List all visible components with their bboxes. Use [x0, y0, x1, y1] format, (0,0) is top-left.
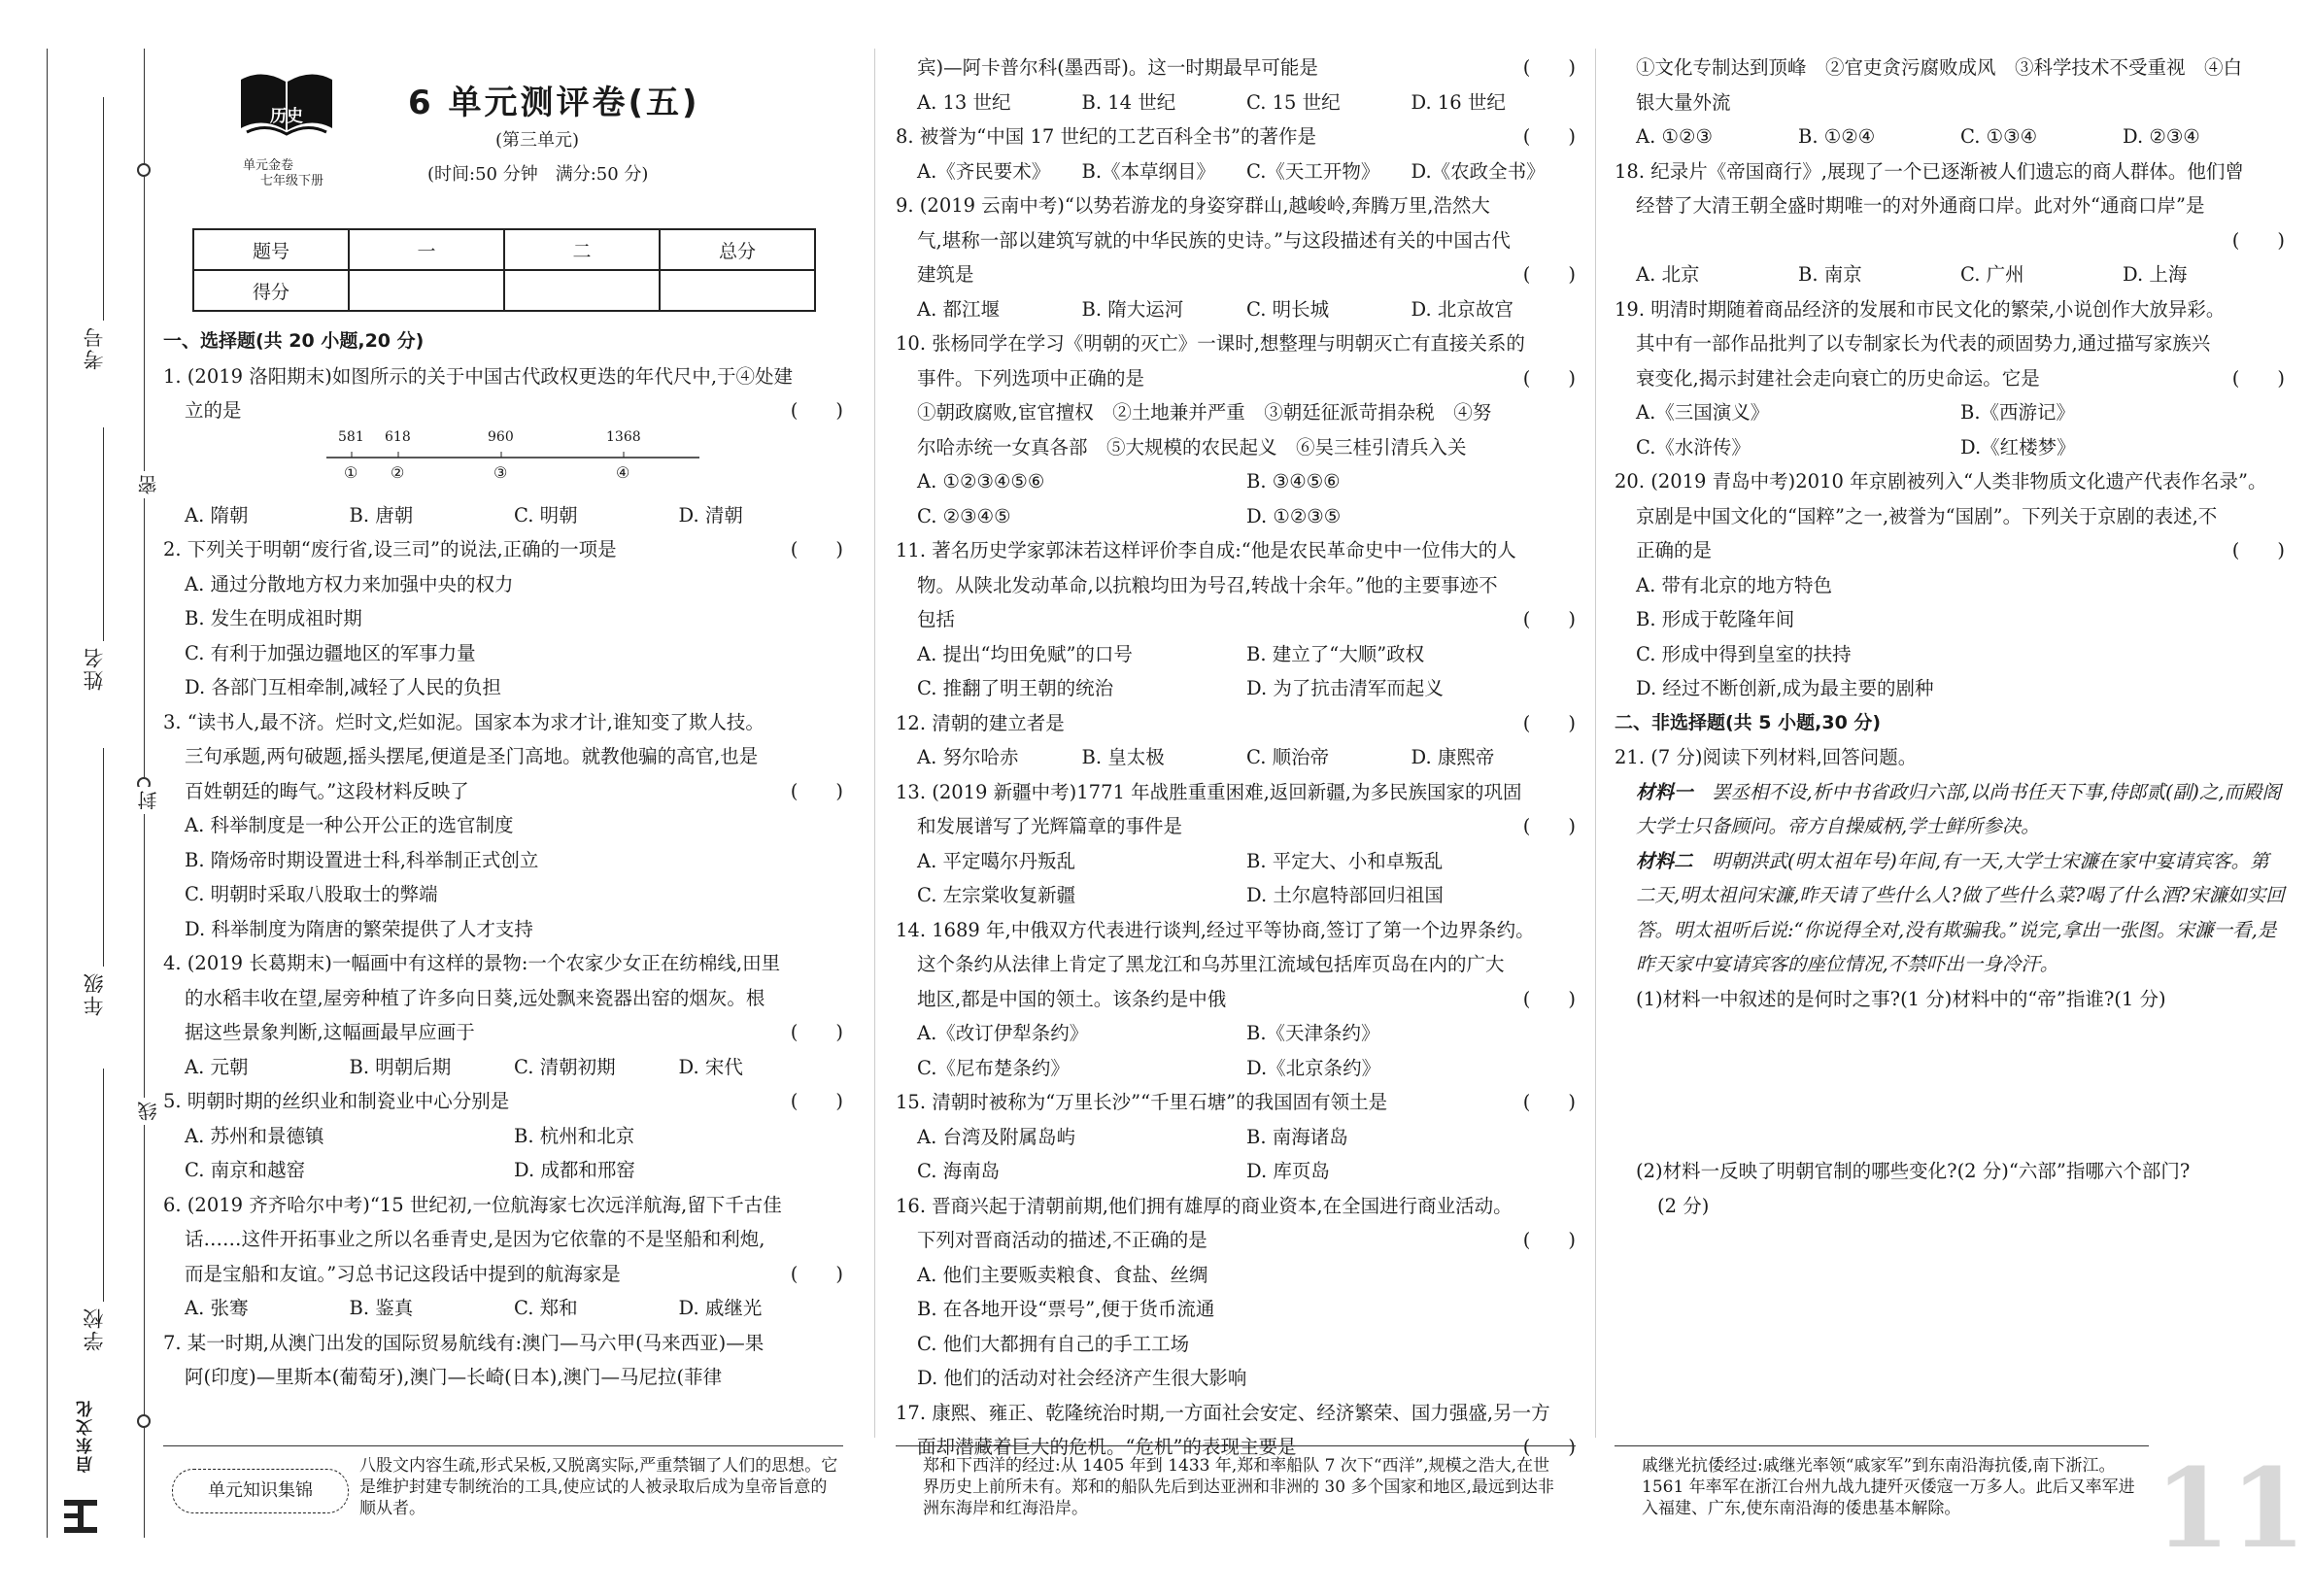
question-text: 包括 [917, 608, 956, 630]
question-9 [896, 188, 1576, 326]
logo-caption-line1: 单元金卷 [243, 158, 294, 173]
option-d[interactable]: D. 经过不断创新,成为最主要的剧种 [1636, 677, 1934, 699]
timeline-figure [163, 428, 843, 498]
option-b[interactable]: B.《本草纲目》 [1081, 159, 1216, 183]
footer-note-1: 八股文内容生疏,形式呆板,又脱离实际,严重禁锢了人们的思想。它是维护封建专制统治的工具,使应试的人被录取后成为皇帝旨意的顺从者。 [359, 1456, 838, 1518]
option-d[interactable]: D. 他们的活动对社会经济产生很大影响 [917, 1367, 1247, 1389]
question-3 [163, 705, 843, 947]
option-a[interactable]: A. 13 世纪 [917, 90, 1011, 114]
question-text: 地区,都是中国的领土。该条约是中俄 [917, 987, 1227, 1010]
footer-note-3: 戚继光抗倭经过:戚继光率领“戚家军”到东南沿海抗倭,南下浙江。1561 年率军在浙江台州九战九捷歼灭倭寇一万多人。此后又率军进入福建、广东,使东南沿海的倭患基本解除。 [1642, 1456, 2135, 1518]
option-b[interactable]: B. ③④⑤⑥ [1246, 470, 1341, 492]
option-c[interactable]: C. ②③④⑤ [917, 504, 1011, 527]
question-text: 5. 明朝时期的丝织业和制瓷业中心分别是 [163, 1090, 510, 1112]
answer-bracket[interactable]: ( ) [2231, 366, 2285, 390]
question-text: 8. 被誉为“中国 17 世纪的工艺百科全书”的著作是 [896, 125, 1316, 148]
cut-mark-mi: 密 [134, 471, 162, 498]
option-d[interactable]: D. 16 世纪 [1411, 90, 1506, 114]
page-subtitle: (第三单元) [495, 130, 580, 151]
question-text: 的水稻丰收在望,屋旁种植了许多向日葵,远处飘来瓷器出窑的烟灰。根 [185, 986, 765, 1009]
option-a[interactable]: A. 隋朝 [185, 503, 249, 526]
option-b[interactable]: B. 14 世纪 [1081, 90, 1176, 114]
question-text: 7. 某一时期,从澳门出发的国际贸易航线有:澳门—马六甲(马来西亚)—果 [163, 1331, 765, 1354]
option-d[interactable]: D. 各部门互相牵制,减轻了人民的负担 [185, 676, 502, 698]
cut-mark-feng: 封 [134, 787, 162, 814]
page-number: 11 [2155, 1445, 2306, 1573]
option-d[interactable]: D. ①②③⑤ [1246, 504, 1342, 527]
question-text: 下列对晋商活动的描述,不正确的是 [917, 1229, 1207, 1251]
timeline-marker: ② [391, 462, 405, 482]
name-label: 姓名 [83, 646, 106, 691]
exam-number-label: 考号 [83, 325, 106, 370]
question-text: 18. 纪录片《帝国商行》,展现了一个已逐渐被人们遗忘的商人群体。他们曾 [1615, 159, 2244, 183]
option-c[interactable]: C. 15 世纪 [1246, 90, 1341, 114]
question-text: 11. 著名历史学家郭沫若这样评价李自成:“他是农民革命史中一位伟大的人 [896, 539, 1516, 561]
answer-bracket[interactable]: ( ) [790, 538, 843, 560]
score-cell[interactable] [504, 270, 660, 311]
option-b[interactable]: B. 南海诸岛 [1246, 1125, 1348, 1148]
page-title: 6 单元测评卷(五) [408, 84, 700, 122]
question-text: 4. (2019 长葛期末)一幅画中有这样的景物:一个农家少女正在纺棉线,田里 [163, 952, 781, 974]
question-text: 13. (2019 新疆中考)1771 年战胜重重困难,返回新疆,为多民族国家的巩固 [896, 780, 1522, 803]
option-d[interactable]: D. 为了抗击清军而起义 [1246, 677, 1444, 699]
option-c[interactable]: C. 有利于加强边疆地区的军事力量 [185, 641, 476, 664]
option-b[interactable]: B.《天津条约》 [1246, 1022, 1380, 1044]
column-divider [1595, 49, 1596, 1438]
publisher-label: 启东文化 [77, 1399, 96, 1473]
question-text: ①朝政腐败,宦官擅权 ②土地兼并严重 ③朝廷征派苛捐杂税 ④努 [917, 401, 1492, 424]
question-text: 正确的是 [1636, 539, 1713, 561]
question-text: 16. 晋商兴起于清朝前期,他们拥有雄厚的商业资本,在全国进行商业活动。 [896, 1194, 1513, 1217]
option-b[interactable]: B. 形成于乾隆年间 [1636, 608, 1795, 630]
question-text: 2. 下列关于明朝“废行省,设三司”的说法,正确的一项是 [163, 538, 617, 560]
question-text: 银大量外流 [1636, 90, 1731, 114]
unit-knowledge-stamp: 单元知识集锦 [172, 1469, 349, 1513]
score-header-part2: 二 [504, 229, 660, 270]
option-c[interactable]: C. 推翻了明王朝的统治 [917, 677, 1114, 699]
answer-bracket[interactable]: ( ) [1522, 608, 1576, 630]
grade-field[interactable] [103, 748, 104, 967]
grade-label: 年级 [83, 971, 106, 1016]
option-a[interactable]: A. 台湾及附属岛屿 [917, 1125, 1075, 1148]
binding-strip [0, 0, 160, 1596]
question-13 [896, 775, 1576, 913]
option-d[interactable]: D.《北京条约》 [1246, 1056, 1381, 1079]
question-19 [1615, 292, 2285, 465]
timeline-marker: ③ [493, 462, 508, 482]
score-header-number: 题号 [193, 229, 349, 270]
question-text: 1. (2019 洛阳期末)如图所示的关于中国古代政权更迭的年代尺中,于④处建 [163, 364, 794, 388]
options [163, 498, 843, 533]
question-text: 14. 1689 年,中俄双方代表进行谈判,经过平等协商,签订了第一个边界条约。 [896, 918, 1535, 941]
option-a[interactable]: A. 带有北京的地方特色 [1636, 573, 1832, 596]
option-d[interactable]: D. 康熙帝 [1411, 746, 1495, 768]
option-c[interactable]: C.《尼布楚条约》 [917, 1056, 1070, 1079]
question-text: 宾)—阿卡普尔科(墨西哥)。这一时期最早可能是 [917, 56, 1318, 79]
exam-number-field[interactable] [103, 97, 104, 321]
question-11 [896, 533, 1576, 706]
question-7 [163, 1326, 843, 1395]
question-text: 21. (7 分)阅读下列材料,回答问题。 [1615, 746, 1918, 768]
option-c[interactable]: C. 左宗棠收复新疆 [917, 884, 1076, 906]
question-text: 其中有一部作品批判了以专制家长为代表的顽固势力,通过描写家族兴 [1636, 332, 2211, 355]
question-text: 事件。下列选项中正确的是 [917, 366, 1145, 390]
question-text: 6. (2019 齐齐哈尔中考)“15 世纪初,一位航海家七次远洋航海,留下千古佳 [163, 1193, 782, 1216]
answer-bracket[interactable]: ( ) [1522, 987, 1576, 1010]
option-c[interactable]: C. 顺治帝 [1246, 746, 1330, 768]
option-a[interactable]: A. 平定噶尔丹叛乱 [917, 849, 1075, 872]
material-1-text: 罢丞相不设,析中书省政归六部,以尚书任天下事,侍郎贰(副)之,而殿阁大学士只备顾问。帝方自操威柄,学士鲜所参决。 [1636, 780, 2282, 837]
column-divider [874, 49, 875, 1438]
score-header-total: 总分 [660, 229, 815, 270]
question-text: 而是宝船和友谊。”习总书记这段话中提到的航海家是 [185, 1262, 621, 1285]
question-text: 15. 清朝时被称为“万里长沙”“千里石塘”的我国固有领土是 [896, 1091, 1388, 1113]
option-a[interactable]: A. 元朝 [185, 1055, 249, 1078]
binding-hole [137, 1414, 151, 1428]
question-text: 9. (2019 云南中考)“以势若游龙的身姿穿群山,越峻岭,奔腾万里,浩然大 [896, 194, 1490, 217]
option-d[interactable]: D. 科举制度为隋唐的繁荣提供了人才支持 [185, 917, 533, 940]
question-text: 面却潜藏着巨大的危机。“危机”的表现主要是 [917, 1436, 1297, 1458]
material-1 [1615, 775, 2285, 844]
option-d[interactable]: D. 成都和邢窑 [514, 1159, 635, 1181]
question-16 [896, 1189, 1576, 1396]
option-a[interactable]: A. 他们主要贩卖粮食、食盐、丝绸 [917, 1263, 1208, 1286]
sub-question-1: (1)材料一中叙述的是何时之事?(1 分)材料中的“帝”指谁?(1 分) [1636, 987, 2166, 1010]
question-text: 物。从陕北发动革命,以抗粮均田为号召,转战十余年。”他的主要事迹不 [917, 573, 1498, 596]
answer-bracket[interactable]: ( ) [1522, 711, 1576, 734]
option-c[interactable]: C. 郑和 [514, 1297, 578, 1319]
question-8 [896, 119, 1576, 188]
timeline-year: 581 [338, 428, 364, 445]
option-c[interactable]: C. 明朝 [514, 503, 578, 526]
question-text: 3. “读书人,最不济。烂时文,烂如泥。国家本为求才计,谁知变了欺人技。 [163, 710, 765, 733]
question-text: 立的是 [185, 399, 242, 422]
answer-bracket[interactable]: ( ) [2231, 539, 2285, 561]
sub-question-2-score: (2 分) [1657, 1194, 1710, 1217]
question-text: 20. (2019 青岛中考)2010 年京剧被列入“人类非物质文化遗产代表作名录”。 [1615, 470, 2267, 492]
timeline-year: 960 [488, 428, 514, 445]
time-info: (时间:50 分钟 满分:50 分) [427, 164, 649, 185]
question-5 [163, 1084, 843, 1188]
score-cell[interactable] [349, 270, 504, 311]
question-text: 气,堪称一部以建筑写就的中华民族的史诗。”与这段描述有关的中国古代 [917, 228, 1511, 252]
column-1 [163, 324, 843, 1395]
option-a[interactable]: A. 张骞 [185, 1297, 249, 1319]
option-c[interactable]: C. 广州 [1960, 263, 2024, 286]
question-text: 和发展谱写了光辉篇章的事件是 [917, 815, 1183, 837]
question-6 [163, 1188, 843, 1326]
question-2 [163, 532, 843, 705]
timeline-year: 1368 [606, 428, 641, 445]
option-c[interactable]: C.《水浒传》 [1636, 435, 1751, 458]
option-d[interactable]: D. 宋代 [678, 1055, 743, 1078]
timeline-year: 618 [385, 428, 411, 445]
answer-bracket[interactable]: ( ) [790, 399, 843, 422]
answer-bracket[interactable]: ( ) [1522, 1229, 1576, 1251]
question-18 [1615, 154, 2285, 292]
option-c[interactable]: C. ①③④ [1960, 125, 2038, 148]
name-field[interactable] [103, 427, 104, 641]
question-text: 话……这件开拓事业之所以名垂青史,是因为它依靠的不是坚船和利炮, [185, 1228, 765, 1250]
option-b[interactable]: B. 皇太极 [1081, 746, 1165, 768]
option-a[interactable]: A. ①②③ [1636, 125, 1713, 148]
option-c[interactable]: C. 他们大都拥有自己的手工工场 [917, 1332, 1190, 1355]
option-b[interactable]: B. 杭州和北京 [514, 1124, 635, 1147]
question-21 [1615, 740, 2285, 1223]
material-1-title: 材料一 [1636, 780, 1693, 803]
question-text: 百姓朝廷的晦气。”这段材料反映了 [185, 779, 469, 802]
question-15 [896, 1085, 1576, 1189]
option-b[interactable]: B. 隋炀帝时期设置进士科,科举制正式创立 [185, 848, 539, 871]
section-heading-choice: 一、选择题(共 20 小题,20 分) [163, 330, 425, 352]
option-b[interactable]: B. 南京 [1798, 263, 1862, 286]
material-2-text: 明朝洪武(明太祖年号)年间,有一天,大学士宋濂在家中宴请宾客。第二天,明太祖问宋濂,昨天请了些什么人?做了些什么菜?喝了什么酒?宋濂如实回答。明太祖听后说:“你说得全对,没有欺骗我。”说完,拿出一张图。宋濂一看,是昨天家中宴请宾客的座位情况,不禁吓出一身冷汗。 [1636, 849, 2285, 975]
option-a[interactable]: A. 通过分散地方权力来加强中央的权力 [185, 572, 514, 595]
answer-area-1[interactable] [1615, 1016, 2285, 1154]
question-7-cont [896, 51, 1576, 119]
option-b[interactable]: B. 明朝后期 [349, 1055, 452, 1078]
answer-bracket[interactable]: ( ) [1522, 1091, 1576, 1113]
option-b[interactable]: B. 发生在明成祖时期 [185, 607, 362, 629]
binding-hole [137, 163, 151, 177]
score-cell[interactable] [660, 270, 815, 311]
option-a[interactable]: A. 苏州和景德镇 [185, 1124, 324, 1147]
question-text: 17. 康熙、雍正、乾隆统治时期,一方面社会安定、经济繁荣、国力强盛,另一方 [896, 1401, 1550, 1424]
question-17-cont [1615, 51, 2285, 154]
option-d[interactable]: D. 清朝 [678, 503, 743, 526]
question-text: 阿(印度)—里斯本(葡萄牙),澳门—长崎(日本),澳门—马尼拉(菲律 [185, 1366, 723, 1388]
option-a[interactable]: A. 努尔哈赤 [917, 746, 1019, 768]
section-heading-non-choice: 二、非选择题(共 5 小题,30 分) [1615, 711, 1882, 733]
option-c[interactable]: C. 明长城 [1246, 297, 1330, 321]
option-a[interactable]: A. 提出“均田免赋”的口号 [917, 642, 1133, 665]
answer-bracket[interactable]: ( ) [2231, 228, 2285, 252]
answer-bracket[interactable]: ( ) [790, 1021, 843, 1043]
question-text: 京剧是中国文化的“国粹”之一,被誉为“国剧”。下列关于京剧的表述,不 [1636, 504, 2218, 527]
question-text: 衰变化,揭示封建社会走向衰亡的历史命运。它是 [1636, 366, 2040, 390]
option-b[interactable]: B. 平定大、小和卓叛乱 [1246, 849, 1444, 872]
option-b[interactable]: B. ①②④ [1798, 125, 1876, 148]
option-c[interactable]: C. 明朝时采取八股取士的弊端 [185, 883, 438, 905]
column-3 [1615, 51, 2285, 1223]
option-c[interactable]: C. 形成中得到皇室的扶持 [1636, 642, 1852, 665]
option-c[interactable]: C.《天工开物》 [1246, 159, 1380, 183]
question-text: 据这些景象判断,这幅画最早应画于 [185, 1021, 475, 1043]
question-text: 12. 清朝的建立者是 [896, 711, 1065, 734]
option-d[interactable]: D.《红楼梦》 [1960, 435, 2076, 458]
option-a[interactable]: A. 北京 [1636, 263, 1700, 286]
option-d[interactable]: D. ②③④ [2123, 125, 2200, 148]
logo-caption-line2: 七年级下册 [260, 174, 324, 188]
timeline-marker: ④ [616, 462, 630, 482]
question-20 [1615, 464, 2285, 706]
answer-bracket[interactable]: ( ) [1522, 815, 1576, 837]
option-b[interactable]: B.《西游记》 [1960, 401, 2076, 424]
logo-text: 历史 [270, 107, 303, 126]
option-a[interactable]: A. 科举制度是一种公开公正的选官制度 [185, 814, 514, 836]
option-a[interactable]: A. 都江堰 [917, 297, 1000, 321]
school-label: 学校 [83, 1307, 106, 1351]
option-b[interactable]: B. 鉴真 [349, 1297, 414, 1319]
option-c[interactable]: C. 南京和越窑 [185, 1159, 306, 1181]
option-c[interactable]: C. 海南岛 [917, 1160, 1001, 1182]
question-12 [896, 706, 1576, 775]
answer-bracket[interactable]: ( ) [790, 1090, 843, 1112]
question-text: 尔哈赤统一女真各部 ⑤大规模的农民起义 ⑥吴三桂引清兵入关 [917, 435, 1467, 458]
option-b[interactable]: B. 在各地开设“票号”,便于货币流通 [917, 1298, 1215, 1320]
publisher-logo-icon [60, 1496, 101, 1537]
option-d[interactable]: D. 戚继光 [678, 1297, 763, 1319]
answer-bracket[interactable]: ( ) [1522, 125, 1576, 148]
question-text: 这个条约从法律上肯定了黑龙江和乌苏里江流域包括库页岛在内的广大 [917, 953, 1505, 975]
logo-caption [243, 158, 389, 189]
question-text: 经替了大清王朝全盛时期唯一的对外通商口岸。此对外“通商口岸”是 [1636, 194, 2205, 217]
question-10 [896, 326, 1576, 533]
answer-bracket[interactable]: ( ) [1522, 263, 1576, 286]
question-14 [896, 913, 1576, 1086]
score-table [192, 228, 816, 312]
question-text: 10. 张杨同学在学习《明朝的灭亡》一课时,想整理与明朝灭亡有直接关系的 [896, 332, 1525, 355]
material-2 [1615, 844, 2285, 982]
question-4 [163, 946, 843, 1084]
material-2-title: 材料二 [1636, 849, 1693, 872]
option-a[interactable]: A.《三国演义》 [1636, 401, 1770, 424]
option-d[interactable]: D. 北京故宫 [1411, 297, 1513, 321]
option-d[interactable]: D. 上海 [2123, 263, 2188, 286]
question-text: 三句承题,两句破题,摇头摆尾,便道是圣门高地。就教他骗的高官,也是 [185, 745, 759, 767]
question-1 [163, 359, 843, 533]
answer-bracket[interactable]: ( ) [790, 779, 843, 802]
question-text: 建筑是 [917, 263, 974, 286]
answer-bracket[interactable]: ( ) [1522, 56, 1576, 79]
answer-bracket[interactable]: ( ) [790, 1262, 843, 1285]
option-b[interactable]: B. 唐朝 [349, 503, 414, 526]
option-d[interactable]: D. 土尔扈特部回归祖国 [1246, 884, 1444, 906]
option-b[interactable]: B. 隋大运河 [1081, 297, 1184, 321]
score-header-part1: 一 [349, 229, 504, 270]
option-d[interactable]: D. 库页岛 [1246, 1160, 1330, 1182]
question-text: 19. 明清时期随着商品经济的发展和市民文化的繁荣,小说创作大放异彩。 [1615, 297, 2226, 321]
footer-note-2: 郑和下西洋的经过:从 1405 年到 1433 年,郑和率船队 7 次下“西洋”,规模之浩大,在世界历史上前所未有。郑和的船队先后到达亚洲和非洲的 30 多个国家和地区,最远到达非洲东海岸和红海沿岸。 [923, 1456, 1554, 1518]
score-row-label: 得分 [193, 270, 349, 311]
column-2 [896, 51, 1576, 1465]
option-b[interactable]: B. 建立了“大顺”政权 [1246, 642, 1425, 665]
option-a[interactable]: A. ①②③④⑤⑥ [917, 470, 1045, 492]
question-text: ①文化专制达到顶峰 ②官吏贪污腐败成风 ③科学技术不受重视 ④白 [1636, 56, 2243, 79]
timeline-marker: ① [344, 462, 358, 482]
binding-line-outer [47, 49, 48, 1538]
option-d[interactable]: D.《农政全书》 [1411, 159, 1546, 183]
answer-bracket[interactable]: ( ) [1522, 366, 1576, 390]
option-c[interactable]: C. 清朝初期 [514, 1055, 616, 1078]
answer-bracket[interactable]: ( ) [1522, 1436, 1576, 1458]
sub-question-2: (2)材料一反映了明朝官制的哪些变化?(2 分)“六部”指哪六个部门? [1636, 1160, 2191, 1182]
cut-mark-xian: 线 [134, 1098, 162, 1125]
school-field[interactable] [103, 1069, 104, 1302]
option-a[interactable]: A.《改订伊犁条约》 [917, 1022, 1089, 1044]
book-logo-icon [233, 60, 340, 138]
option-a[interactable]: A.《齐民要术》 [917, 159, 1051, 183]
